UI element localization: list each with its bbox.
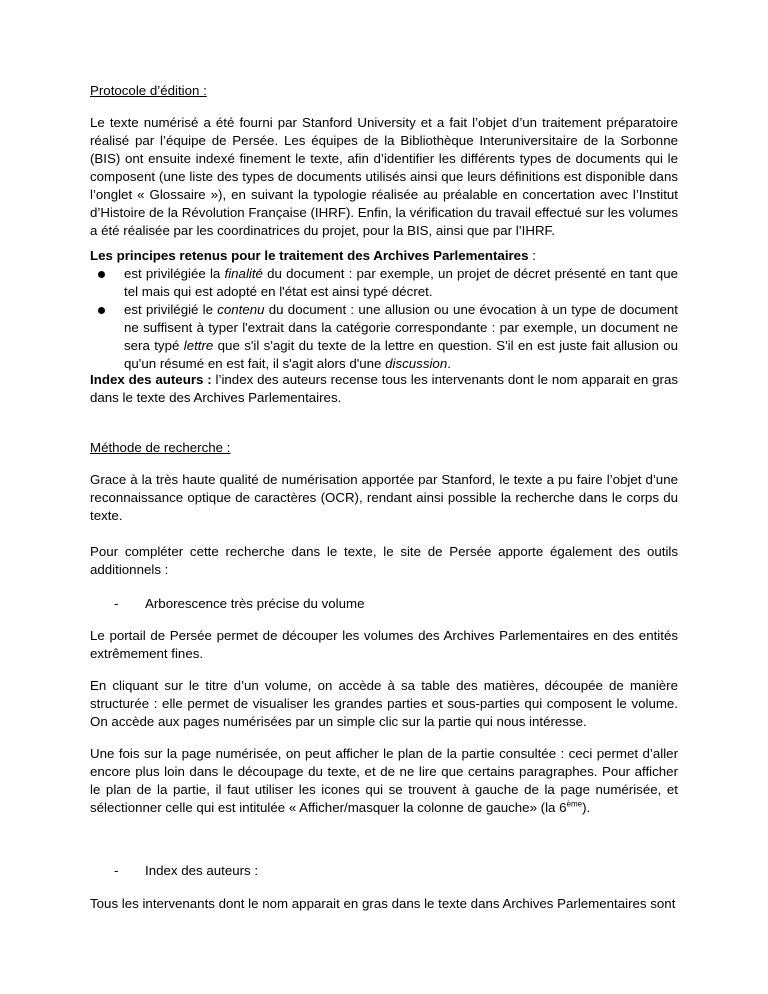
index-auteurs-paragraph: Index des auteurs : l’index des auteurs recense tous les intervenants dont le nom apparait en gras dans le texte des Archives Parlementaires. [90,372,678,405]
methode-paragraph-ocr: Grace à la très haute qualité de numérisation apportée par Stanford, le texte a pu faire l’objet d’une reconnaissance optique de caractères (OCR), rendant ainsi possible la recherche dans le corps du texte. [90,472,678,523]
bullet-icon [98,307,105,314]
methode-paragraph-portail: Le portail de Persée permet de découper les volumes des Archives Parlementaires en des entités extrêmement fines. [90,628,678,661]
protocole-paragraph: Le texte numérisé a été fourni par Stanford University et a fait l’objet d’un traitement préparatoire réalisé par l’équipe de Persée. Les équipes de la Bibliothèque Interuniversitaire de la Sorbonne (BIS) ont ensuite indexé finement le texte, afin d’identifier les différents types de documents qui le composent (une liste des types de documents utilisés ainsi que leurs définitions est disponible dans l’onglet « Glossaire »), en suivant la typologie réalisée au préalable en concertation avec l’Institut d’Histoire de la Révolution Française (IHRF). Enfin, la vérification du travail effectué sur les volumes a été réalisée par les coordinatrices du projet, pour la BIS, ainsi que par l’IHRF. [90,115,678,238]
dash-item-index: - Index des auteurs : [114,863,259,878]
dash-item-arborescence: - Arborescence très précise du volume [114,596,365,611]
bullet-icon [98,271,105,278]
protocole-heading: Protocole d’édition : [90,83,207,98]
principes-heading: Les principes retenus pour le traitement des Archives Parlementaires : [90,248,536,263]
principes-list [90,265,678,373]
methode-heading: Méthode de recherche : [90,440,231,455]
list-item: est privilégiée la finalité du document : par exemple, un projet de décret présenté en tant que tel mais qui est adopté en l'état est ainsi typé décret. [90,265,678,301]
principes-section [90,247,678,373]
methode-paragraph-table: En cliquant sur le titre d’un volume, on accède à sa table des matières, découpée de manière structurée : elle permet de visualiser les grandes parties et sous-parties qui composent le volume. On accède aux pages numérisées par un simple clic sur la partie qui nous intéresse. [90,678,678,729]
list-item: est privilégié le contenu du document : une allusion ou une évocation à un type de document ne suffisent à typer l'extrait dans la catégorie correspondante : par exemple, un document ne sera typé lettre que s'il s'agit du texte de la lettre en question. S'il en est juste fait allusion ou qu'un résumé en est fait, il s'agit alors d'une discussion. [90,301,678,373]
methode-paragraph-plan: Une fois sur la page numérisée, on peut afficher le plan de la partie consultée : ceci permet d’aller encore plus loin dans le découpage du texte, et de ne lire que certains paragraphes. Pour afficher le plan de la partie, il faut utiliser les icones qui se trouvent à gauche de la page numérisée, et sélectionner celle qui est intitulée « Afficher/masquer la colonne de gauche» (la 6ème). [90,746,678,815]
methode-paragraph-outils: Pour compléter cette recherche dans le texte, le site de Persée apporte également des outils additionnels : [90,544,678,577]
methode-paragraph-intervenants: Tous les intervenants dont le nom apparait en gras dans le texte dans Archives Parlementaires sont [90,896,676,911]
